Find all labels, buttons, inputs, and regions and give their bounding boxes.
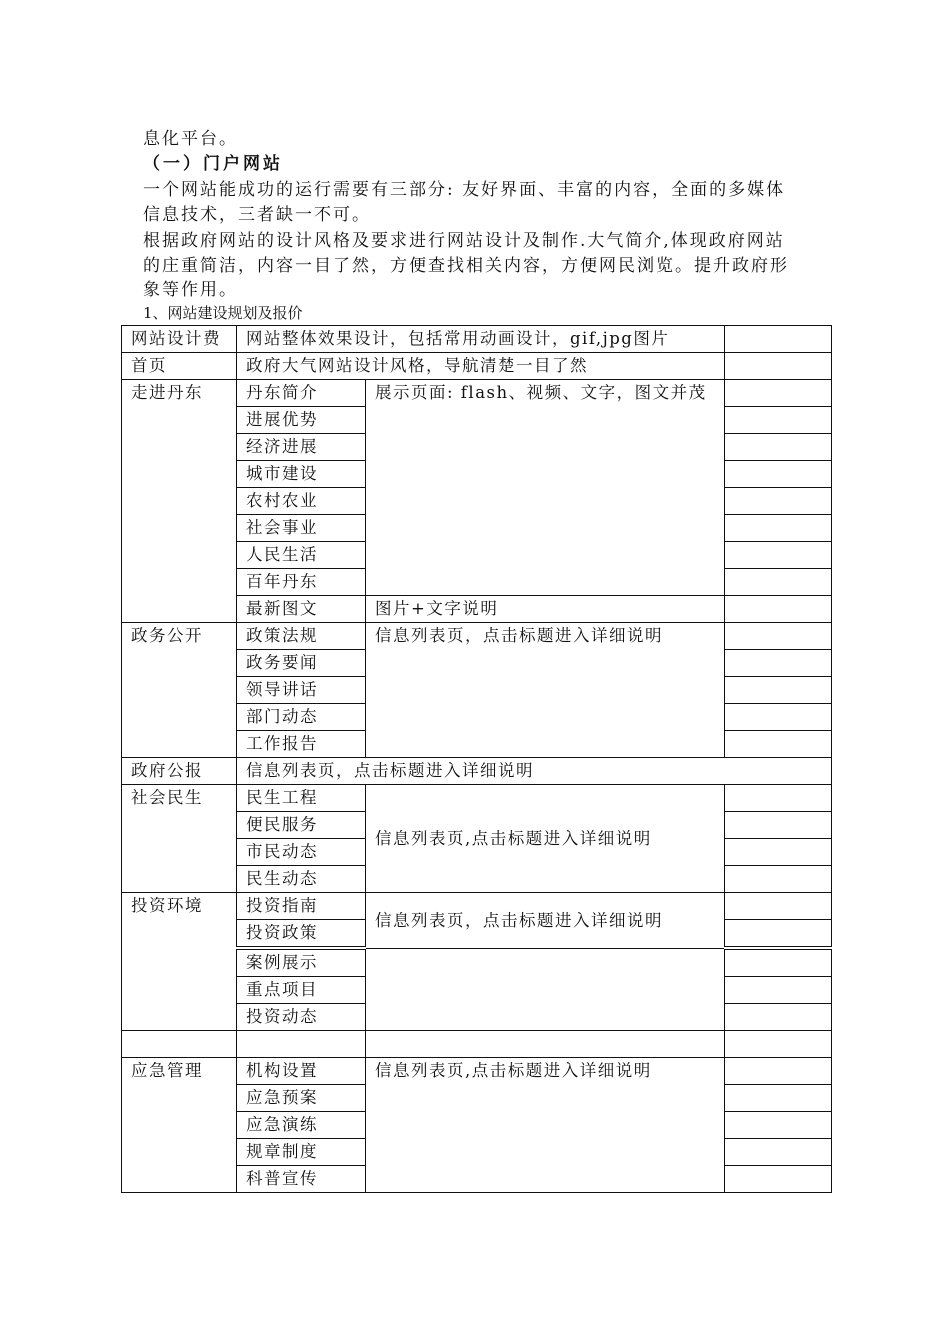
paragraph-line: 根据政府网站的设计风格及要求进行网站设计及制作.大气简介,体现政府网站 (143, 231, 785, 251)
section-label: 投资环境 (122, 893, 237, 1031)
price-cell (725, 1031, 832, 1058)
price-cell (725, 596, 832, 623)
price-cell (725, 1112, 832, 1139)
paragraph-line: 的庄重简洁，内容一目了然，方便查找相关内容，方便网民浏览。提升政府形 (143, 256, 789, 276)
table-row (122, 353, 832, 380)
price-cell (725, 623, 832, 650)
section-desc: 信息列表页,点击标题进入详细说明 (366, 1058, 725, 1193)
sub-item: 社会事业 (237, 515, 366, 542)
price-cell (725, 977, 832, 1004)
text-line: 息化平台。 (143, 129, 238, 149)
price-cell (725, 488, 832, 515)
sub-item: 投资动态 (237, 1004, 366, 1031)
row-label: 首页 (122, 353, 237, 380)
sub-item: 百年丹东 (237, 569, 366, 596)
sub-item: 案例展示 (237, 948, 366, 977)
price-cell (725, 704, 832, 731)
sub-item: 人民生活 (237, 542, 366, 569)
sub-item: 规章制度 (237, 1139, 366, 1166)
price-cell (725, 1004, 832, 1031)
section-desc-empty (366, 948, 725, 1031)
section-desc: 展示页面: flash、视频、文字，图文并茂 (366, 380, 725, 596)
section-desc: 图片+文字说明 (366, 596, 725, 623)
price-cell (725, 434, 832, 461)
price-cell (725, 893, 832, 920)
row-label: 网站设计费 (122, 326, 237, 353)
table-row (122, 1058, 832, 1085)
price-cell (725, 920, 832, 949)
price-cell (725, 542, 832, 569)
empty-cell (237, 1031, 366, 1058)
price-cell (725, 515, 832, 542)
sub-item: 部门动态 (237, 704, 366, 731)
sub-item: 经济进展 (237, 434, 366, 461)
price-cell (725, 1139, 832, 1166)
section-label: 政府公报 (122, 758, 237, 785)
price-cell (725, 731, 832, 758)
empty-cell (366, 1031, 725, 1058)
table-row (122, 893, 832, 920)
empty-cell (122, 1031, 237, 1058)
sub-item: 农村农业 (237, 488, 366, 515)
price-cell (725, 650, 832, 677)
sub-item: 进展优势 (237, 407, 366, 434)
sub-item: 便民服务 (237, 812, 366, 839)
sub-item: 机构设置 (237, 1058, 366, 1085)
plan-price-table (121, 325, 832, 1193)
section-desc: 信息列表页，点击标题进入详细说明 (366, 623, 725, 758)
paragraph-line: 信息技术，三者缺一不可。 (143, 205, 371, 225)
sub-item: 城市建设 (237, 461, 366, 488)
price-cell (725, 839, 832, 866)
sub-item: 民生工程 (237, 785, 366, 812)
sub-item: 投资政策 (237, 920, 366, 949)
price-cell (725, 785, 832, 812)
sub-item: 科普宣传 (237, 1166, 366, 1193)
price-cell (725, 866, 832, 893)
sub-item: 应急预案 (237, 1085, 366, 1112)
sub-item: 重点项目 (237, 977, 366, 1004)
table-row (122, 785, 832, 812)
section-label: 社会民生 (122, 785, 237, 893)
price-cell (725, 461, 832, 488)
row-desc: 政府大气网站设计风格，导航清楚一目了然 (237, 353, 725, 380)
paragraph-line: 一个网站能成功的运行需要有三部分: 友好界面、丰富的内容，全面的多媒体 (143, 180, 786, 200)
price-cell (725, 948, 832, 977)
section-desc: 信息列表页，点击标题进入详细说明 (237, 758, 832, 785)
sub-item: 应急演练 (237, 1112, 366, 1139)
sub-item: 工作报告 (237, 731, 366, 758)
price-cell (725, 353, 832, 380)
price-cell (725, 1085, 832, 1112)
price-cell (725, 1058, 832, 1085)
paragraph-line: 象等作用。 (143, 280, 238, 300)
section-label: 政务公开 (122, 623, 237, 758)
section-label: 走进丹东 (122, 380, 237, 623)
table-row (122, 758, 832, 785)
table-caption: 1、网站建设规划及报价 (143, 304, 303, 322)
table-row (122, 326, 832, 353)
section-label: 应急管理 (122, 1058, 237, 1193)
section-heading: （一）门户网站 (143, 154, 283, 174)
sub-item: 民生动态 (237, 866, 366, 893)
price-cell (725, 812, 832, 839)
sub-item: 领导讲话 (237, 677, 366, 704)
sub-item: 最新图文 (237, 596, 366, 623)
price-cell (725, 326, 832, 353)
table-row (122, 623, 832, 650)
sub-item: 政务要闻 (237, 650, 366, 677)
price-cell (725, 380, 832, 407)
table-row (122, 380, 832, 407)
row-desc: 网站整体效果设计，包括常用动画设计，gif,jpg图片 (237, 326, 725, 353)
table-row-empty (122, 1031, 832, 1058)
sub-item: 丹东简介 (237, 380, 366, 407)
sub-item: 投资指南 (237, 893, 366, 920)
price-cell (725, 407, 832, 434)
price-cell (725, 1166, 832, 1193)
sub-item: 市民动态 (237, 839, 366, 866)
price-cell (725, 569, 832, 596)
price-cell (725, 677, 832, 704)
sub-item: 政策法规 (237, 623, 366, 650)
section-desc: 信息列表页，点击标题进入详细说明 (366, 893, 725, 949)
section-desc: 信息列表页,点击标题进入详细说明 (366, 785, 725, 893)
